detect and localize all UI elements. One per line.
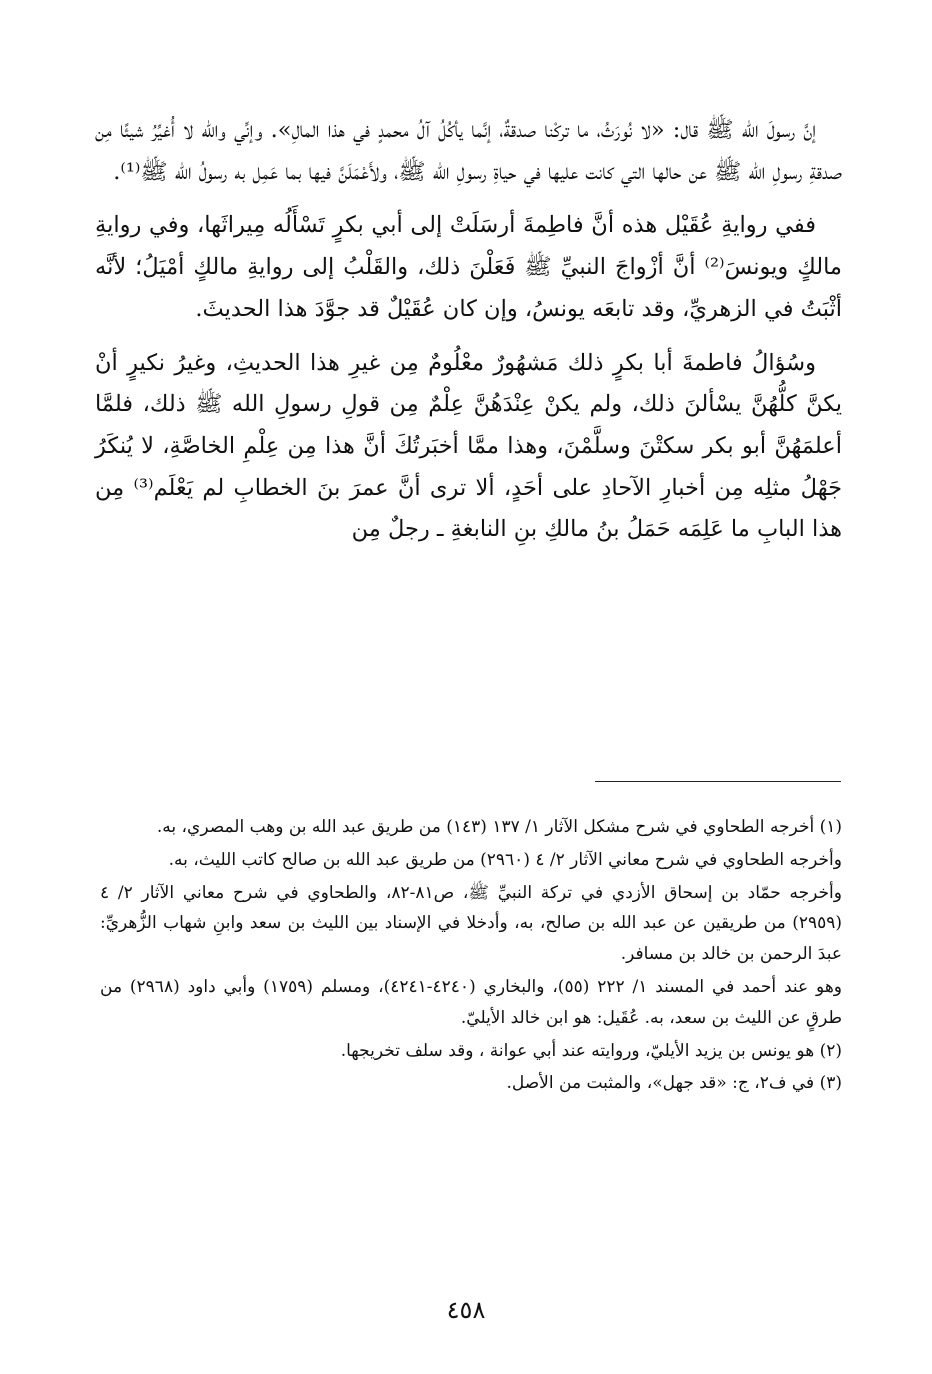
footnote: (٣) في ف٢، ج: «قد جهل»، والمثبت من الأصل. [506,1073,842,1094]
footnote: (١) أخرجه الطحاوي في شرح مشكل الآثار ١/ ١٣٧ (١٤٣) من طريق عبد الله بن وهب المصري، به. [156,817,842,837]
main-text-block [95,110,842,551]
body-paragraph: ففي روايةِ عُقَيْل هذه أنَّ فاطِمةَ أرسَلَتْ إلى أبي بكرٍ تَسْأَلُه مِيراثَها، وفي روايةِ مالكٍ ويونسَ⁽²⁾ أنَّ أزْواجَ النبيِّ ﷺ فَعَلْنَ ذلك، والقَلْبُ إلى روايةِ مالكٍ أمْيَلُ؛ لأنَّه أثْبَتُ في الزهريِّ، وقد تابعَه يونسُ، وإن كان عُقَيْلٌ قد جوَّدَ هذا الحديثَ. [95,212,842,322]
footnote: وأخرجه الطحاوي في شرح معاني الآثار ٢/ ٤ (٢٩٦٠) من طريق عبد الله بن صالح كاتب الليث، به. [168,849,842,870]
footnote: (٢) هو يونس بن يزيد الأيليّ، وروايته عند أبي عوانة ، وقد سلف تخريجها. [340,1040,842,1061]
footnotes-block [100,812,842,1101]
body-paragraph: إنَّ رسولَ الله ﷺ قال: «لا نُورَثُ، ما تركْنا صدقةٌ، إنَّما يأكُلُ آلُ محمدٍ في هذا المالِ». وإنِّي والله لا أُغيِّرُ شيئًا مِن صدقةِ رسولِ الله ﷺ عن حالها التي كانت عليها في حياةِ رسولِ الله ﷺ، ولأَعْمَلَنَّ فيها بما عَمِل به رسولُ الله ﷺ⁽¹⁾. [95,117,842,185]
footnote-separator [595,781,841,782]
body-paragraph: وسُؤالُ فاطمةَ أبا بكرٍ ذلك مَشهُورٌ معْلُومٌ مِن غيرِ هذا الحديثِ، وغيرُ نكيرٍ أنْ يكنَّ كلُّهُنَّ يسْألنَ ذلك، ولم يكنْ عِنْدَهُنَّ عِلْمٌ مِن قولِ رسولِ الله ﷺ ذلك، فلمَّا أعلمَهُنَّ أبو بكر سكتْنَ وسلَّمْنَ، وهذا ممَّا أخبَرتُكَ أنَّ هذا مِن عِلْمِ الخاصَّةِ، لا يُنكَرُ جَهْلُ مثلِه مِن أخبارِ الآحادِ على أحَدٍ، ألا ترى أنَّ عمرَ بنَ الخطابِ لم يَعْلَم⁽³⁾ مِن هذا البابِ ما عَلِمَه حَمَلُ بنُ مالكِ بنِ النابغةِ ـ رجلٌ مِن [95,349,842,543]
footnote: وأخرجه حمّاد بن إسحاق الأزدي في تركة النبيِّ ﷺ، ص٨١-٨٢، والطحاوي في شرح معاني الآثار ٢/ ٤ (٢٩٥٩) من طريقين عن عبد الله بن صالح، به، وأدخلا في الإسناد بين الليث بن سعد وابنِ شهاب الزُّهريِّ: عبدَ الرحمن بن خالد بن مسافر. [100,882,842,965]
page-number: ٤٥٨ [446,1296,486,1324]
footnote: وهو عند أحمد في المسند ١/ ٢٢٢ (٥٥)، والبخاري (٤٢٤٠-٤٢٤١)، ومسلم (١٧٥٩) وأبي داود (٢٩٦٨) من طرقٍ عن الليث بن سعد، به. عُقَيل: هو ابن خالد الأيليّ. [100,976,843,1028]
